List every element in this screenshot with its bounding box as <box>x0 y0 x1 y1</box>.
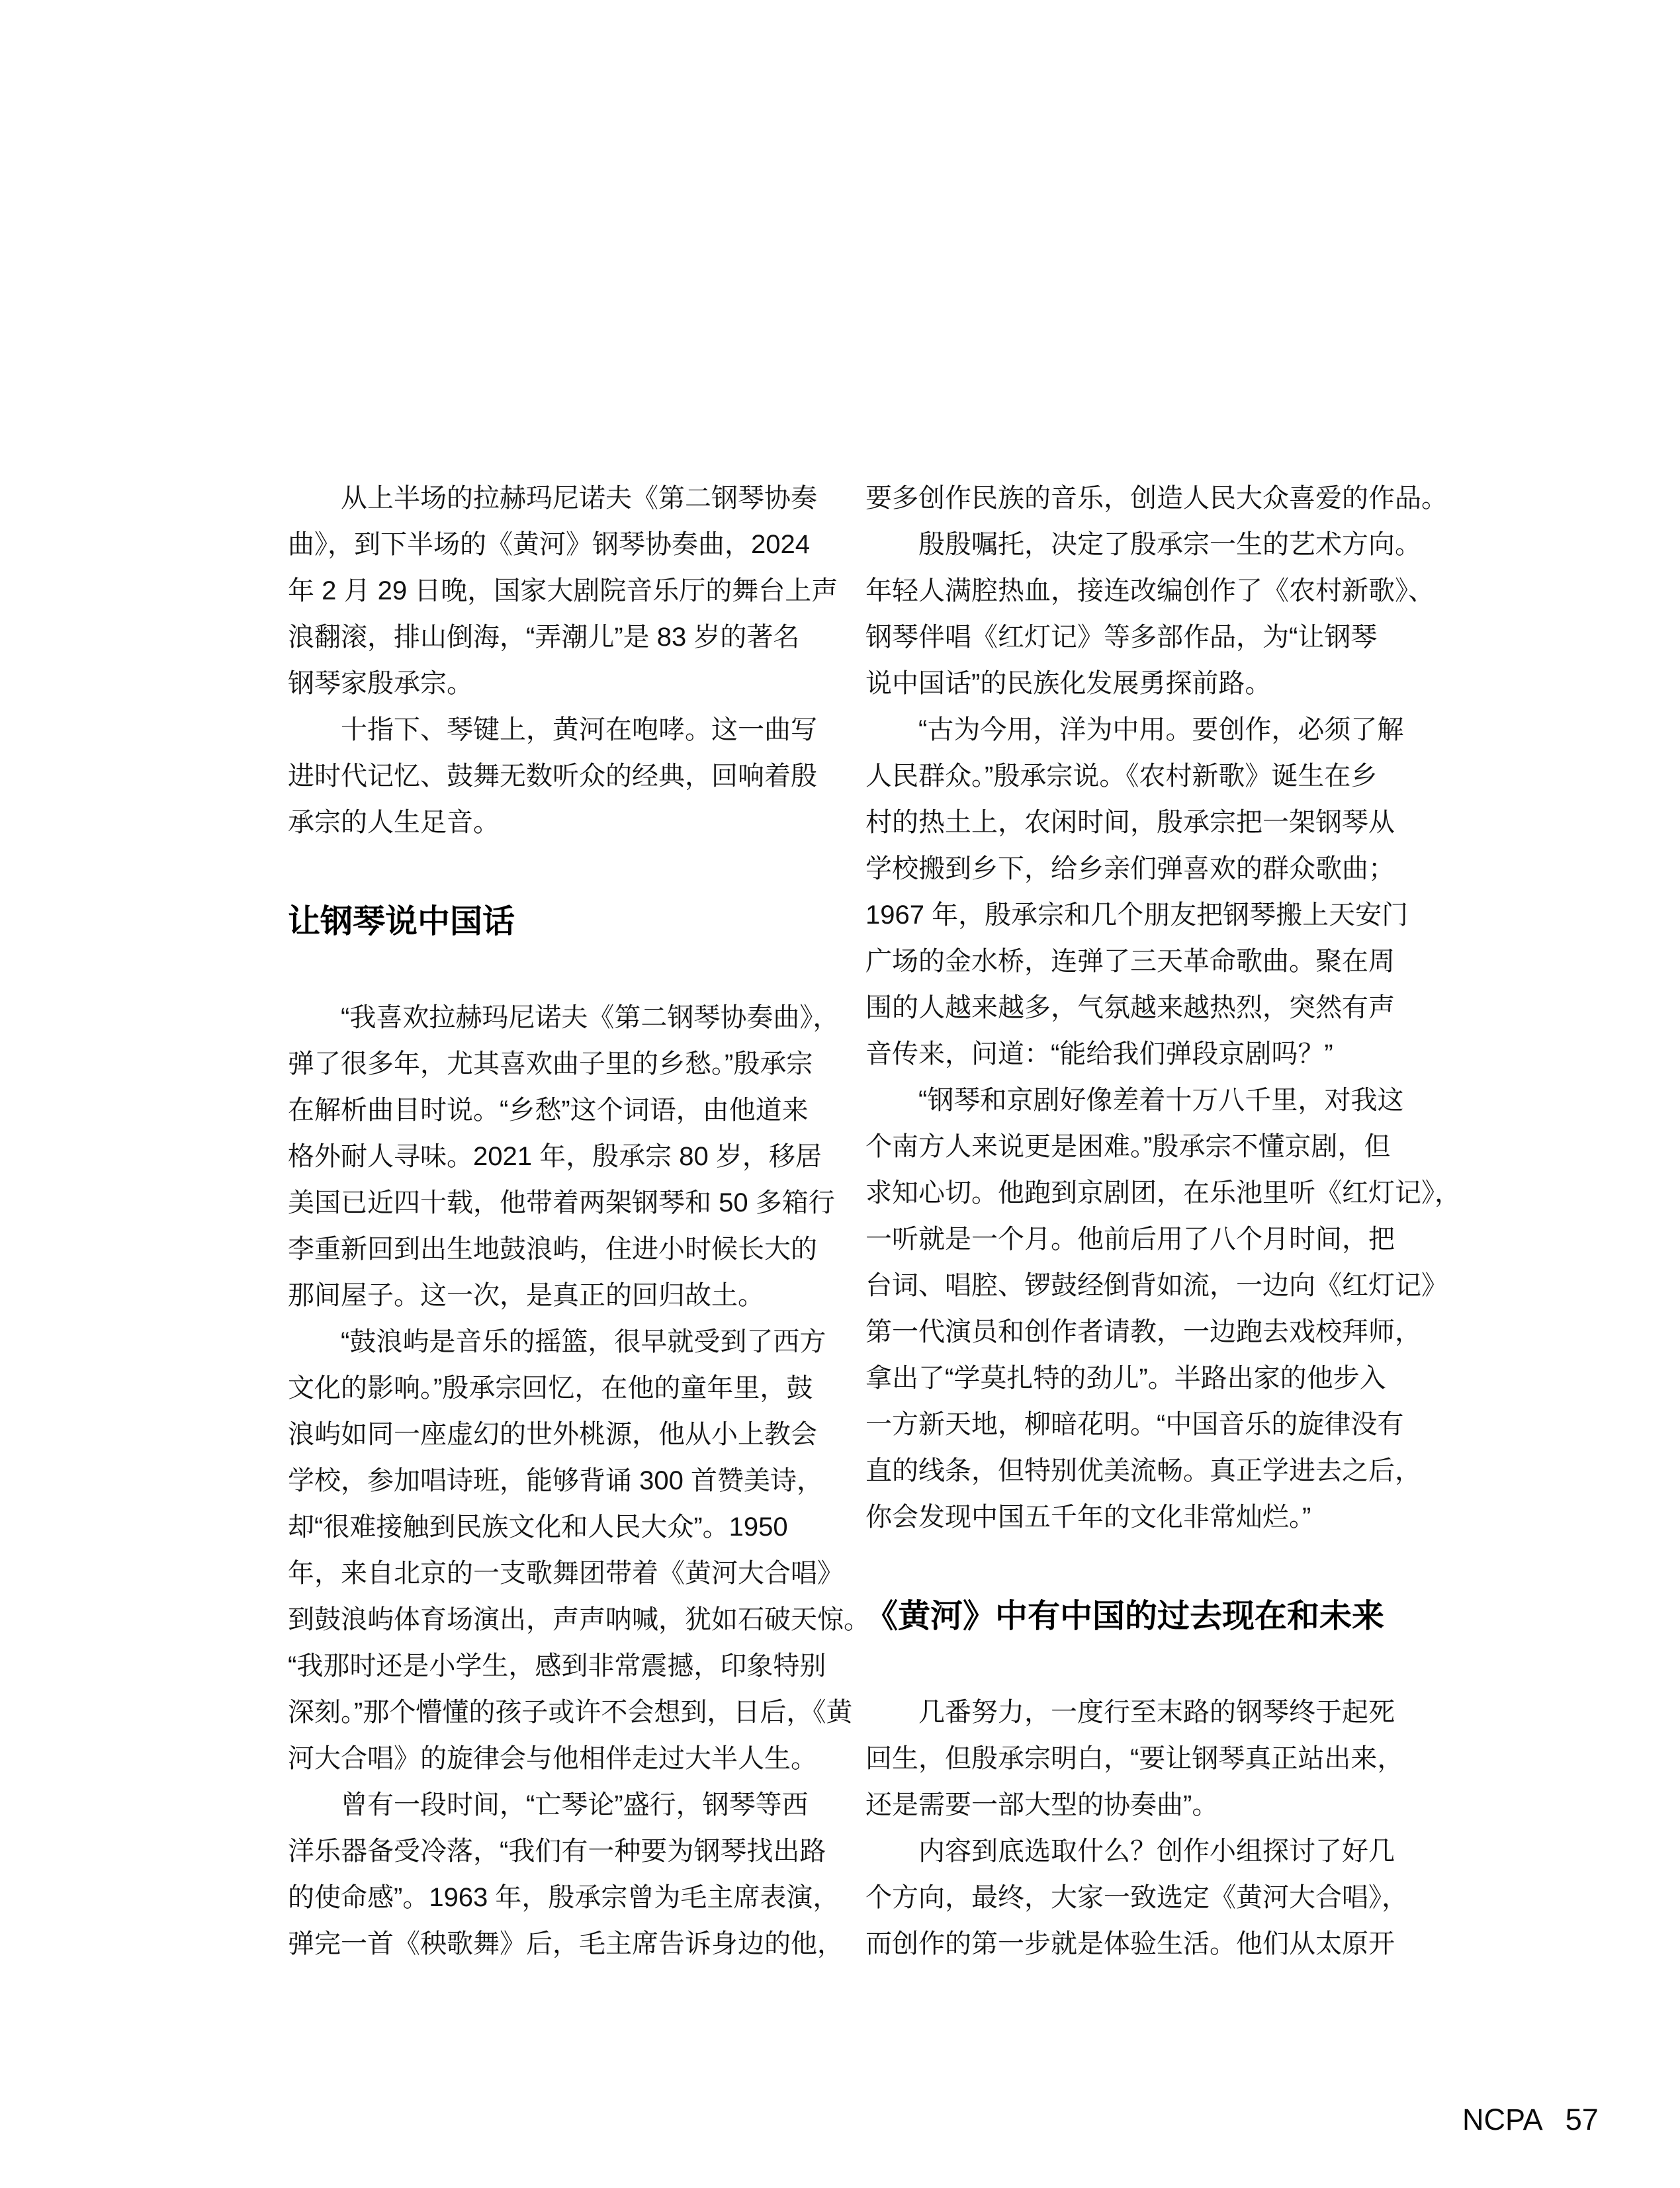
paragraph <box>865 1689 1408 1828</box>
text-line: 一听就是一个月。他前后用了八个月时间，把 <box>865 1225 1395 1254</box>
heading-text-line: 让钢琴说中国话 <box>288 904 515 940</box>
text-line: 河大合唱》的旋律会与他相伴走过大半人生。 <box>288 1744 817 1773</box>
text-line: 却“很难接触到民族文化和人民大众”。1950 <box>288 1512 788 1542</box>
text-line: 直的线条，但特别优美流畅。真正学进去之后， <box>865 1456 1421 1485</box>
section-heading <box>865 1593 1408 1640</box>
paragraph <box>288 1782 844 1967</box>
text-line: “我喜欢拉赫玛尼诺夫《第二钢琴协奏曲》， <box>288 1003 840 1032</box>
text-line: “钢琴和京剧好像差着十万八千里，对我这 <box>865 1086 1404 1115</box>
text-line: 弹完一首《秧歌舞》后，毛主席告诉身边的他， <box>288 1929 844 1958</box>
text-line: 内容到底选取什么？创作小组探讨了好几 <box>865 1837 1395 1866</box>
text-line: 年轻人满腔热血，接连改编创作了《农村新歌》、 <box>865 576 1435 605</box>
text-line: 浪屿如同一座虚幻的世外桃源，他从小上教会 <box>288 1420 817 1449</box>
article-right-column <box>865 475 1461 1967</box>
paragraph <box>865 1828 1408 1967</box>
text-line: 钢琴伴唱《红灯记》等多部作品，为“让钢琴 <box>865 623 1378 652</box>
text-line: 李重新回到出生地鼓浪屿，住进小时候长大的 <box>288 1235 817 1264</box>
text-line: 1967 年，殷承宗和几个朋友把钢琴搬上天安门 <box>865 900 1409 930</box>
text-line: 而创作的第一步就是体验生活。他们从太原开 <box>865 1929 1395 1958</box>
text-line: “鼓浪屿是音乐的摇篮，很早就受到了西方 <box>288 1327 826 1356</box>
text-line: 学校，参加唱诗班，能够背诵 300 首赞美诗， <box>288 1466 823 1495</box>
text-line: 文化的影响。”殷承宗回忆，在他的童年里，鼓 <box>288 1374 813 1403</box>
paragraph <box>288 707 830 846</box>
text-line: 年，来自北京的一支歌舞团带着《黄河大合唱》 <box>288 1559 844 1588</box>
text-line: 那间屋子。这一次，是真正的回归故土。 <box>288 1281 764 1310</box>
text-line: 还是需要一部大型的协奏曲”。 <box>865 1790 1219 1819</box>
text-line: 格外耐人寻味。2021 年，殷承宗 80 岁，移居 <box>288 1142 822 1171</box>
paragraph <box>288 1319 870 1782</box>
text-line: 音传来，问道：“能给我们弹段京剧吗？” <box>865 1039 1333 1069</box>
text-line: 钢琴家殷承宗。 <box>288 669 473 698</box>
text-line: 洋乐器备受冷落，“我们有一种要为钢琴找出路 <box>288 1837 826 1866</box>
text-line: 十指下、琴键上，黄河在咆哮。这一曲写 <box>288 715 817 744</box>
paragraph <box>288 475 838 707</box>
paragraph <box>865 521 1435 707</box>
article-left-column <box>288 475 870 1967</box>
page-number: 57 <box>1565 2103 1599 2136</box>
text-line: “我那时还是小学生，感到非常震撼，印象特别 <box>288 1651 826 1681</box>
page-footer <box>1429 2068 1599 2136</box>
text-line: “古为今用，洋为中用。要创作，必须了解 <box>865 715 1404 744</box>
text-line: 你会发现中国五千年的文化非常灿烂。” <box>865 1503 1311 1532</box>
text-line: 进时代记忆、鼓舞无数听众的经典，回响着殷 <box>288 762 817 791</box>
journal-label: NCPA <box>1462 2103 1543 2136</box>
paragraph <box>865 1077 1461 1540</box>
text-line: 在解析曲目时说。“乡愁”这个词语，由他道来 <box>288 1096 809 1125</box>
text-line: 第一代演员和创作者请教，一边跑去戏校拜师， <box>865 1317 1421 1346</box>
text-line: 几番努力，一度行至末路的钢琴终于起死 <box>865 1698 1395 1727</box>
text-line: 到鼓浪屿体育场演出，声声呐喊，犹如石破天惊。 <box>288 1605 870 1634</box>
text-line: 说中国话”的民族化发展勇探前路。 <box>865 669 1272 698</box>
text-line: 学校搬到乡下，给乡亲们弹喜欢的群众歌曲； <box>865 854 1395 883</box>
text-line: 广场的金水桥，连弹了三天革命歌曲。聚在周 <box>865 947 1395 976</box>
text-line: 曾有一段时间，“亡琴论”盛行，钢琴等西 <box>288 1790 809 1819</box>
text-line: 要多创作民族的音乐，创造人民大众喜爱的作品。 <box>865 484 1448 513</box>
text-line: 美国已近四十载，他带着两架钢琴和 50 多箱行 <box>288 1188 835 1217</box>
text-line: 殷殷嘱托，决定了殷承宗一生的艺术方向。 <box>865 530 1421 559</box>
text-line: 围的人越来越多，气氛越来越热烈，突然有声 <box>865 993 1395 1022</box>
text-line: 深刻。”那个懵懂的孩子或许不会想到，日后，《黄 <box>288 1698 853 1727</box>
text-line: 求知心切。他跑到京剧团，在乐池里听《红灯记》， <box>865 1178 1461 1207</box>
text-line: 的使命感”。1963 年，殷承宗曾为毛主席表演， <box>288 1883 840 1912</box>
heading-text-line: 《黄河》中有中国的过去现在和未来 <box>865 1598 1385 1634</box>
text-line: 回生，但殷承宗明白，“要让钢琴真正站出来， <box>865 1744 1404 1773</box>
paragraph <box>865 707 1408 1077</box>
text-line: 台词、唱腔、锣鼓经倒背如流，一边向《红灯记》 <box>865 1271 1448 1300</box>
text-line: 年 2 月 29 日晚，国家大剧院音乐厅的舞台上声 <box>288 576 838 605</box>
text-line: 个方向，最终，大家一致选定《黄河大合唱》， <box>865 1883 1408 1912</box>
text-line: 人民群众。”殷承宗说。《农村新歌》诞生在乡 <box>865 762 1378 791</box>
text-line: 拿出了“学莫扎特的劲儿”。半路出家的他步入 <box>865 1364 1386 1393</box>
text-line: 村的热土上，农闲时间，殷承宗把一架钢琴从 <box>865 808 1395 837</box>
paragraph <box>288 994 840 1319</box>
text-line: 承宗的人生足音。 <box>288 808 500 837</box>
text-line: 浪翻滚，排山倒海，“弄潮儿”是 83 岁的著名 <box>288 623 800 652</box>
paragraph <box>865 475 1448 521</box>
text-line: 曲》，到下半场的《黄河》钢琴协奏曲，2024 <box>288 530 810 559</box>
text-line: 弹了很多年，尤其喜欢曲子里的乡愁。”殷承宗 <box>288 1049 813 1078</box>
text-line: 从上半场的拉赫玛尼诺夫《第二钢琴协奏 <box>288 484 817 513</box>
section-heading <box>288 898 830 945</box>
text-line: 个南方人来说更是困难。”殷承宗不懂京剧，但 <box>865 1132 1391 1161</box>
text-line: 一方新天地，柳暗花明。“中国音乐的旋律没有 <box>865 1410 1404 1439</box>
